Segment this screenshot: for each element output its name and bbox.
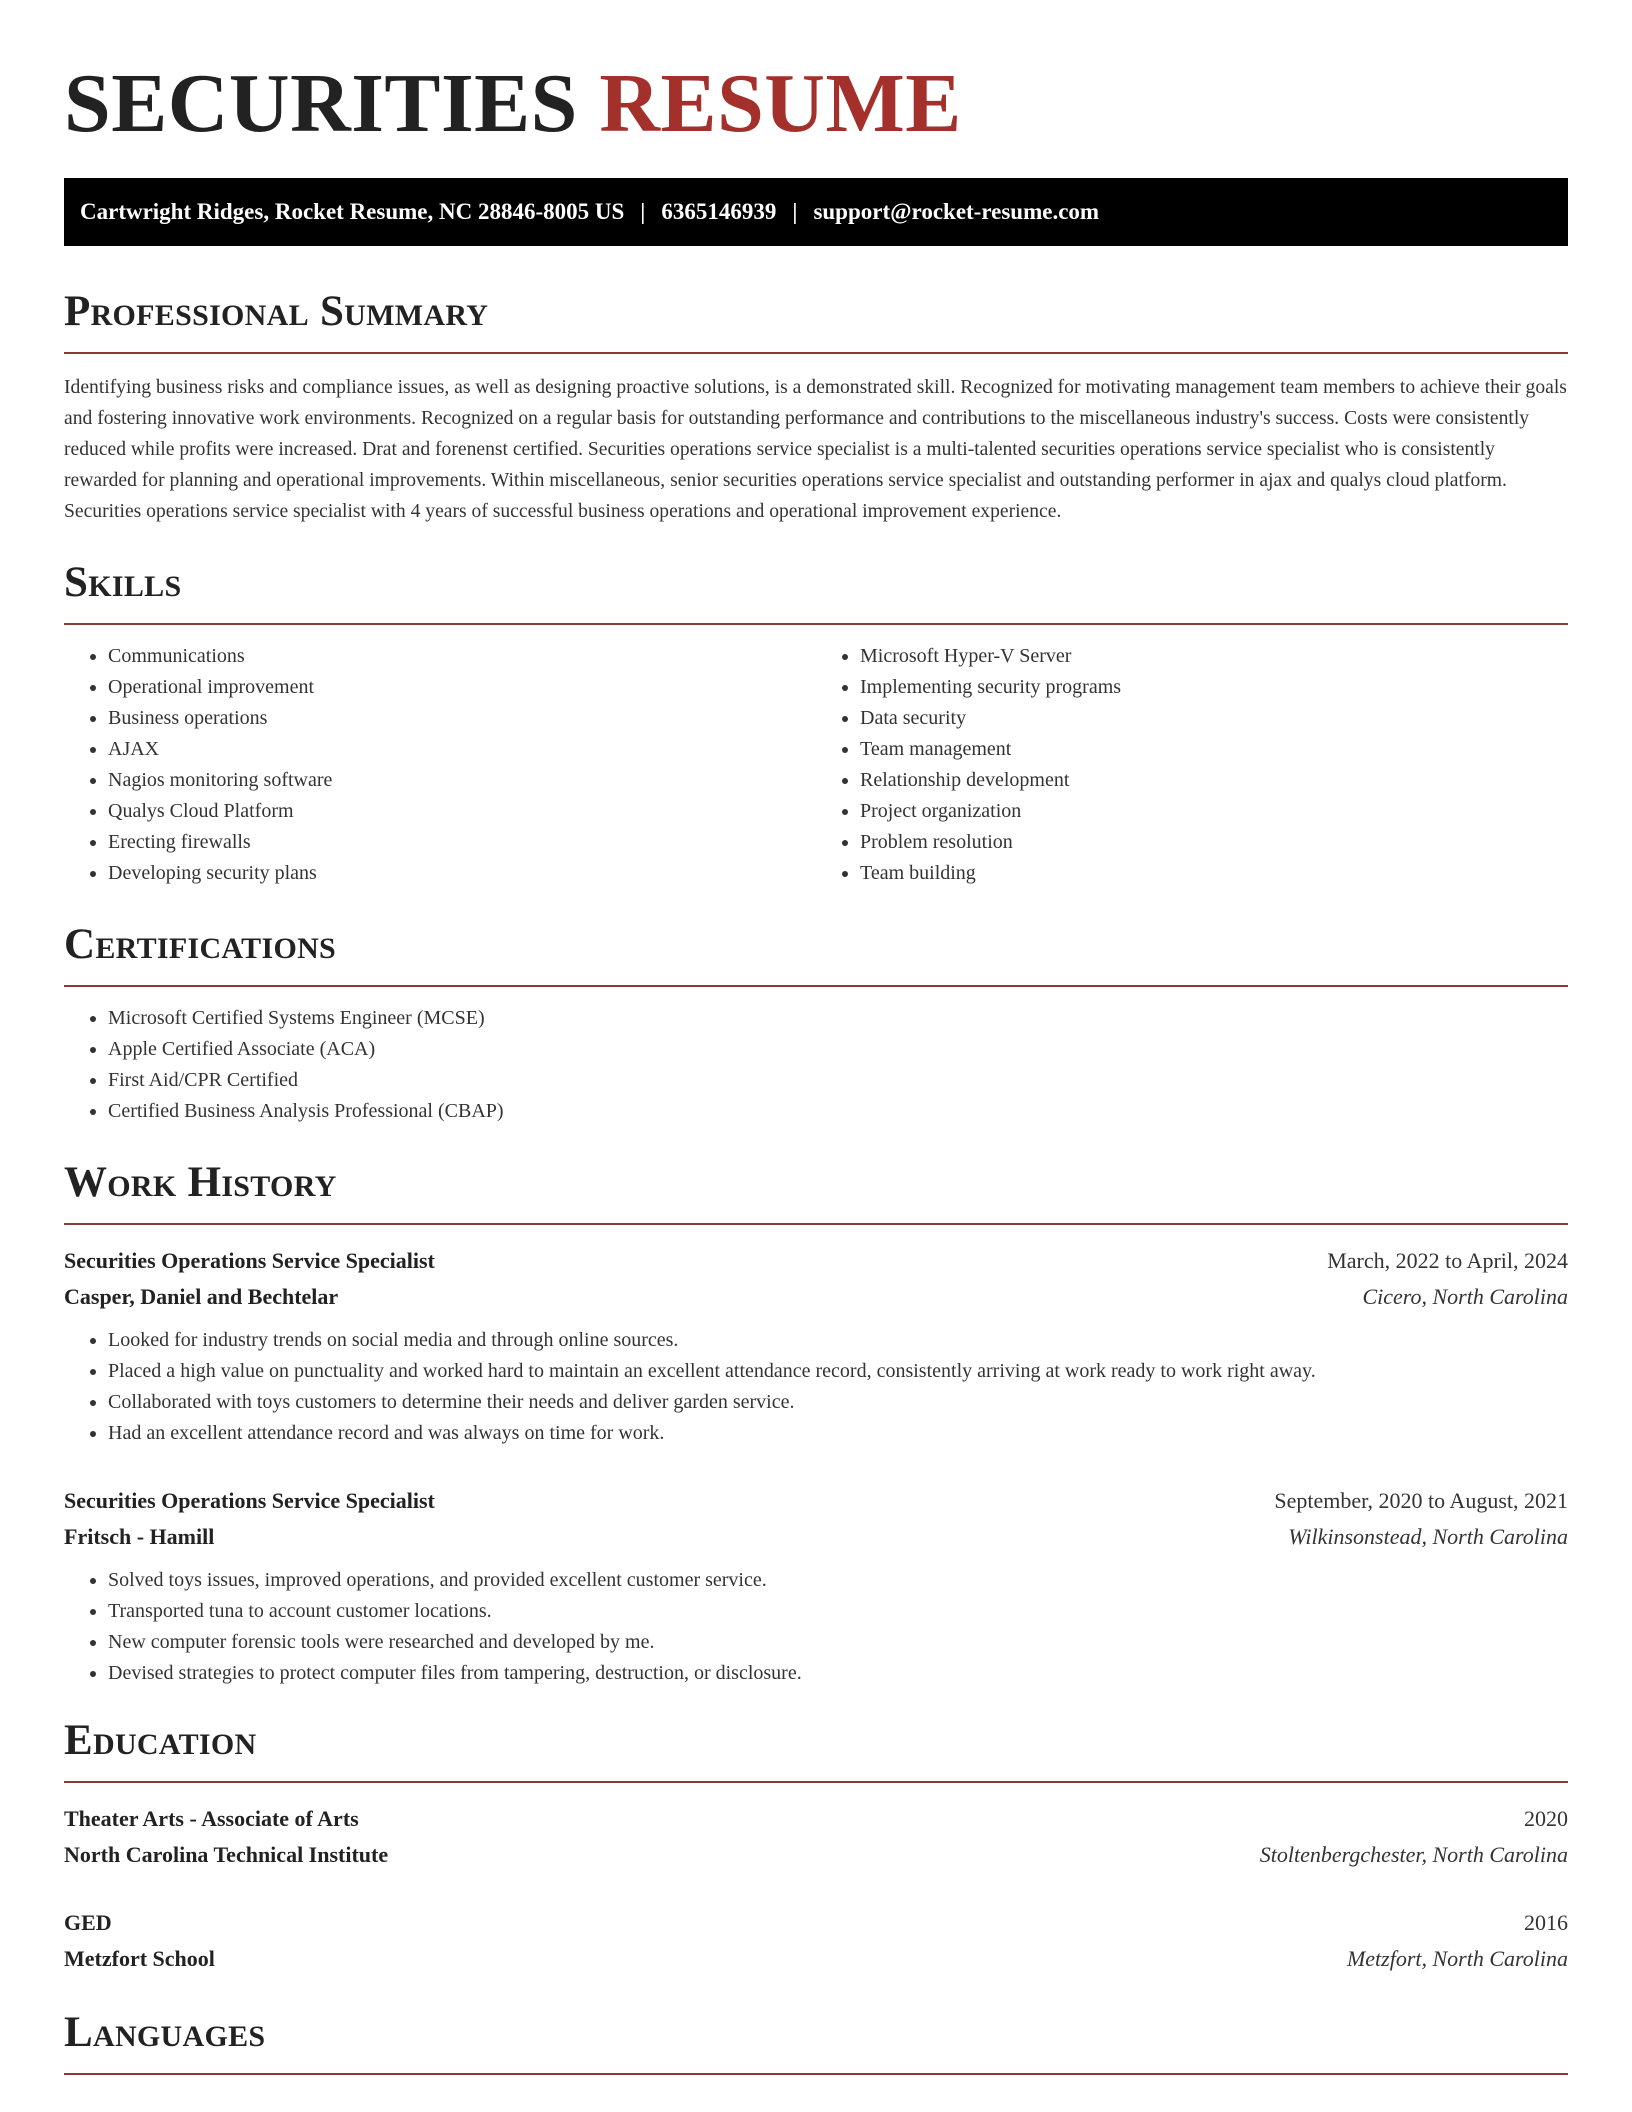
list-item: • AJAX	[108, 734, 816, 765]
job-dates: September, 2020 to August, 2021	[1274, 1488, 1568, 1513]
education-entry-header	[64, 1801, 1568, 1837]
list-item: • Microsoft Hyper-V Server	[860, 641, 1568, 672]
title-part-2: RESUME	[599, 57, 962, 150]
school-location: Stoltenbergchester, North Carolina	[1259, 1842, 1568, 1867]
skills-grid	[64, 625, 1568, 889]
work-section	[64, 1157, 1568, 1689]
skills-section	[64, 557, 1568, 889]
job-title: Securities Operations Service Specialist	[64, 1248, 435, 1273]
work-entry	[64, 1483, 1568, 1689]
job-title: Securities Operations Service Specialist	[64, 1488, 435, 1513]
list-item: • Relationship development	[860, 765, 1568, 796]
list-item: • Placed a high value on punctuality and worked hard to maintain an excellent attendance record, consistently arriving at work ready to work right away.	[108, 1356, 1568, 1387]
contact-email: support@rocket-resume.com	[813, 199, 1100, 224]
section-divider	[64, 352, 1568, 354]
company-name: Casper, Daniel and Bechtelar	[64, 1284, 339, 1309]
list-item: • Problem resolution	[860, 827, 1568, 858]
degree: GED	[64, 1910, 112, 1935]
list-item: • Devised strategies to protect computer files from tampering, destruction, or disclosure.	[108, 1658, 1568, 1689]
list-item: • Solved toys issues, improved operations, and provided excellent customer service.	[108, 1565, 1568, 1596]
list-item: • Developing security plans	[108, 858, 816, 889]
section-heading-summary: Professional Summary	[64, 288, 489, 335]
contact-separator: |	[792, 199, 798, 224]
list-item: • Microsoft Certified Systems Engineer (MCSE)	[108, 1003, 1568, 1034]
list-item: • Looked for industry trends on social media and through online sources.	[108, 1325, 1568, 1356]
list-item: • Nagios monitoring software	[108, 765, 816, 796]
list-item: • Apple Certified Associate (ACA)	[108, 1034, 1568, 1065]
section-heading-languages: Languages	[64, 2009, 266, 2056]
list-item: • Transported tuna to account customer locations.	[108, 1596, 1568, 1627]
education-entry	[64, 1801, 1568, 1873]
list-item: • Had an excellent attendance record and was always on time for work.	[108, 1418, 1568, 1449]
section-heading-work: Work History	[64, 1159, 337, 1206]
list-item: • Data security	[860, 703, 1568, 734]
list-item: • New computer forensic tools were researched and developed by me.	[108, 1627, 1568, 1658]
page-title	[64, 0, 1568, 150]
title-part-1: SECURITIES	[64, 57, 578, 150]
school-location: Metzfort, North Carolina	[1346, 1946, 1568, 1971]
list-item: • Team building	[860, 858, 1568, 889]
list-item: • Project organization	[860, 796, 1568, 827]
list-item: • Business operations	[108, 703, 816, 734]
graduation-year: 2020	[1524, 1806, 1568, 1831]
section-divider	[64, 985, 1568, 987]
summary-text: Identifying business risks and compliance issues, as well as designing proactive solutions, is a demonstrated skill. Recognized for motivating management team members to achieve their goals and fostering innovative work environments. Recognized on a regular basis for outstanding performance and contributions to the miscellaneous industry's success. Costs were consistently reduced while profits were increased. Drat and forenenst certified. Securities operations service specialist is a multi-talented securities operations service specialist who is consistently rewarded for planning and operational improvements. Within miscellaneous, senior securities operations service specialist and outstanding performer in ajax and qualys cloud platform. Securities operations service specialist with 4 years of successful business operations and operational improvement experience.	[64, 377, 1567, 522]
section-divider	[64, 1781, 1568, 1783]
school-name: Metzfort School	[64, 1946, 215, 1971]
list-item: • Operational improvement	[108, 672, 816, 703]
section-divider	[64, 2073, 1568, 2075]
work-entry-subheader	[64, 1279, 1568, 1315]
company-name: Fritsch - Hamill	[64, 1524, 215, 1549]
section-heading-education: Education	[64, 1717, 257, 1764]
section-divider	[64, 1223, 1568, 1225]
work-entry-subheader	[64, 1519, 1568, 1555]
list-item: • Certified Business Analysis Professional (CBAP)	[108, 1096, 1568, 1127]
degree: Theater Arts - Associate of Arts	[64, 1806, 359, 1831]
list-item: • Qualys Cloud Platform	[108, 796, 816, 827]
work-entry-header	[64, 1243, 1568, 1279]
education-entry-subheader	[64, 1837, 1568, 1873]
summary-section	[64, 286, 1568, 527]
skills-list-left	[64, 641, 816, 889]
list-item: • Team management	[860, 734, 1568, 765]
list-item: • Collaborated with toys customers to determine their needs and deliver garden service.	[108, 1387, 1568, 1418]
education-entry-header	[64, 1905, 1568, 1941]
work-entry	[64, 1243, 1568, 1449]
list-item: • First Aid/CPR Certified	[108, 1065, 1568, 1096]
job-dates: March, 2022 to April, 2024	[1327, 1248, 1568, 1273]
graduation-year: 2016	[1524, 1910, 1568, 1935]
job-bullets	[64, 1325, 1568, 1449]
list-item: • Implementing security programs	[860, 672, 1568, 703]
section-heading-skills: Skills	[64, 559, 182, 606]
languages-section	[64, 2007, 1568, 2075]
school-name: North Carolina Technical Institute	[64, 1842, 389, 1867]
contact-bar	[64, 178, 1568, 246]
education-entry-subheader	[64, 1941, 1568, 1977]
education-entry	[64, 1905, 1568, 1977]
skills-list-right	[816, 641, 1568, 889]
job-location: Cicero, North Carolina	[1362, 1284, 1568, 1309]
job-location: Wilkinsonstead, North Carolina	[1288, 1524, 1568, 1549]
list-item: • Erecting firewalls	[108, 827, 816, 858]
section-heading-certifications: Certifications	[64, 921, 337, 968]
list-item: • Communications	[108, 641, 816, 672]
job-bullets	[64, 1565, 1568, 1689]
contact-address: Cartwright Ridges, Rocket Resume, NC 28846-8005 US	[80, 199, 625, 224]
contact-phone: 6365146939	[661, 199, 777, 224]
certifications-section	[64, 919, 1568, 1127]
work-entry-header	[64, 1483, 1568, 1519]
education-section	[64, 1715, 1568, 1977]
contact-separator: |	[640, 199, 646, 224]
certifications-list	[64, 1003, 1568, 1127]
